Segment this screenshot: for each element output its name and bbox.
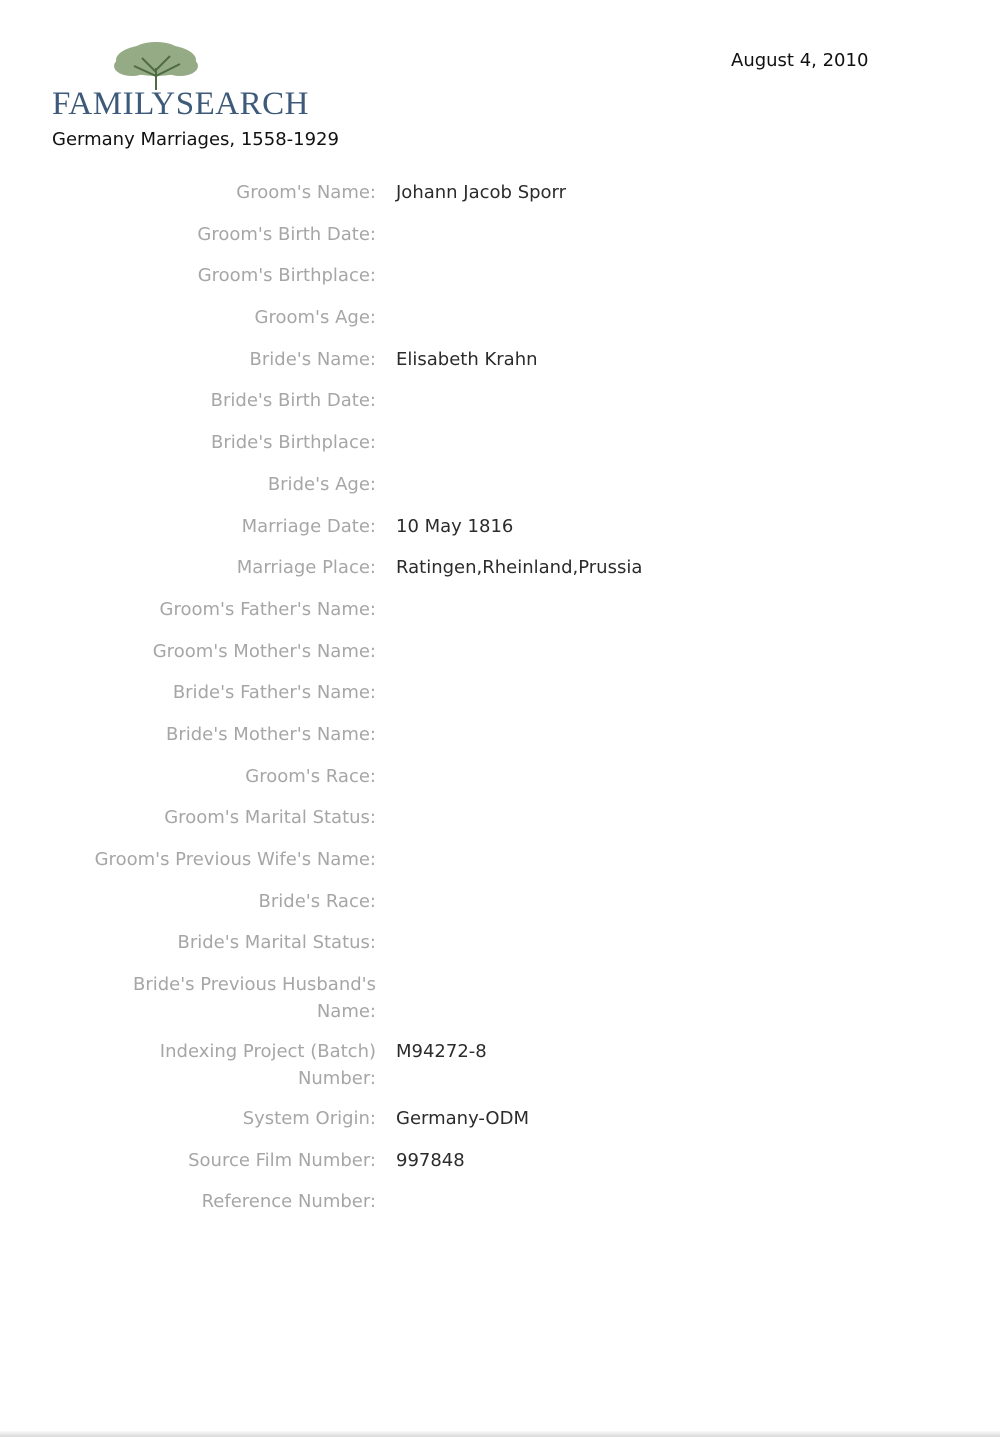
field-label: Groom's Previous Wife's Name: bbox=[94, 849, 376, 870]
field-row-system-origin bbox=[0, 1105, 1000, 1147]
field-row-grooms-age bbox=[0, 304, 1000, 346]
field-row-grooms-birthplace bbox=[0, 262, 1000, 304]
field-row-brides-marital-status bbox=[0, 929, 1000, 971]
field-label: Bride's Father's Name: bbox=[172, 682, 376, 704]
field-label: Reference Number: bbox=[201, 1191, 376, 1213]
collection-title: Germany Marriages, 1558-1929 bbox=[52, 129, 339, 150]
field-row-marriage-place bbox=[0, 554, 1000, 596]
field-row-grooms-marital-status bbox=[0, 804, 1000, 846]
field-label: Bride's Age: bbox=[267, 473, 376, 495]
field-label: Groom's Birth Date: bbox=[197, 223, 376, 245]
field-row-source-film-number bbox=[0, 1147, 1000, 1189]
field-label: Groom's Marital Status: bbox=[164, 807, 376, 829]
field-label: Indexing Project (Batch) Number: bbox=[159, 1041, 376, 1090]
field-value: Germany-ODM bbox=[396, 1108, 529, 1130]
field-row-grooms-birth-date bbox=[0, 221, 1000, 263]
field-value: Elisabeth Krahn bbox=[396, 348, 538, 370]
field-row-grooms-previous-wife bbox=[0, 846, 1000, 888]
field-row-brides-birthplace bbox=[0, 429, 1000, 471]
field-value: 997848 bbox=[396, 1149, 465, 1171]
tree-logo-icon bbox=[110, 42, 202, 92]
field-value: Johann Jacob Sporr bbox=[396, 182, 567, 203]
field-value: Ratingen,Rheinland,Prussia bbox=[396, 557, 643, 579]
field-row-indexing-project bbox=[0, 1038, 1000, 1105]
field-label: Marriage Place: bbox=[236, 557, 376, 579]
field-label: Bride's Marital Status: bbox=[177, 932, 376, 954]
field-row-reference-number bbox=[0, 1188, 1000, 1230]
field-label: Groom's Race: bbox=[245, 765, 376, 787]
field-row-brides-father bbox=[0, 679, 1000, 721]
field-label: Bride's Birthplace: bbox=[210, 432, 376, 454]
field-value: M94272-8 bbox=[396, 1041, 487, 1063]
field-label: Bride's Previous Husband's Name: bbox=[132, 974, 376, 1023]
field-label: Bride's Race: bbox=[258, 890, 376, 912]
print-date: August 4, 2010 bbox=[731, 50, 869, 71]
field-row-brides-age bbox=[0, 471, 1000, 513]
field-label: Bride's Birth Date: bbox=[210, 390, 376, 412]
field-label: Source Film Number: bbox=[188, 1149, 376, 1171]
field-label: Groom's Father's Name: bbox=[159, 598, 376, 620]
page-edge bbox=[0, 1431, 1000, 1437]
field-label: Marriage Date: bbox=[241, 515, 376, 537]
field-label: System Origin: bbox=[242, 1108, 376, 1130]
record-fields bbox=[0, 179, 1000, 1230]
field-row-grooms-name bbox=[0, 179, 1000, 221]
field-row-grooms-mother bbox=[0, 638, 1000, 680]
field-row-brides-name bbox=[0, 346, 1000, 388]
field-label: Bride's Name: bbox=[249, 348, 376, 370]
field-label: Groom's Birthplace: bbox=[197, 265, 376, 287]
field-label: Groom's Mother's Name: bbox=[152, 640, 376, 662]
field-row-grooms-father bbox=[0, 596, 1000, 638]
familysearch-logo bbox=[52, 42, 312, 124]
field-row-grooms-race bbox=[0, 763, 1000, 805]
field-row-brides-race bbox=[0, 888, 1000, 930]
field-row-marriage-date bbox=[0, 513, 1000, 555]
field-row-brides-birth-date bbox=[0, 387, 1000, 429]
logo-wordmark: FAMILYSEARCH bbox=[52, 86, 309, 122]
field-value: 10 May 1816 bbox=[396, 515, 514, 537]
field-row-brides-mother bbox=[0, 721, 1000, 763]
field-label: Groom's Name: bbox=[236, 182, 376, 203]
field-label: Groom's Age: bbox=[254, 307, 376, 329]
field-row-brides-previous-husband bbox=[0, 971, 1000, 1038]
field-label: Bride's Mother's Name: bbox=[166, 723, 376, 745]
